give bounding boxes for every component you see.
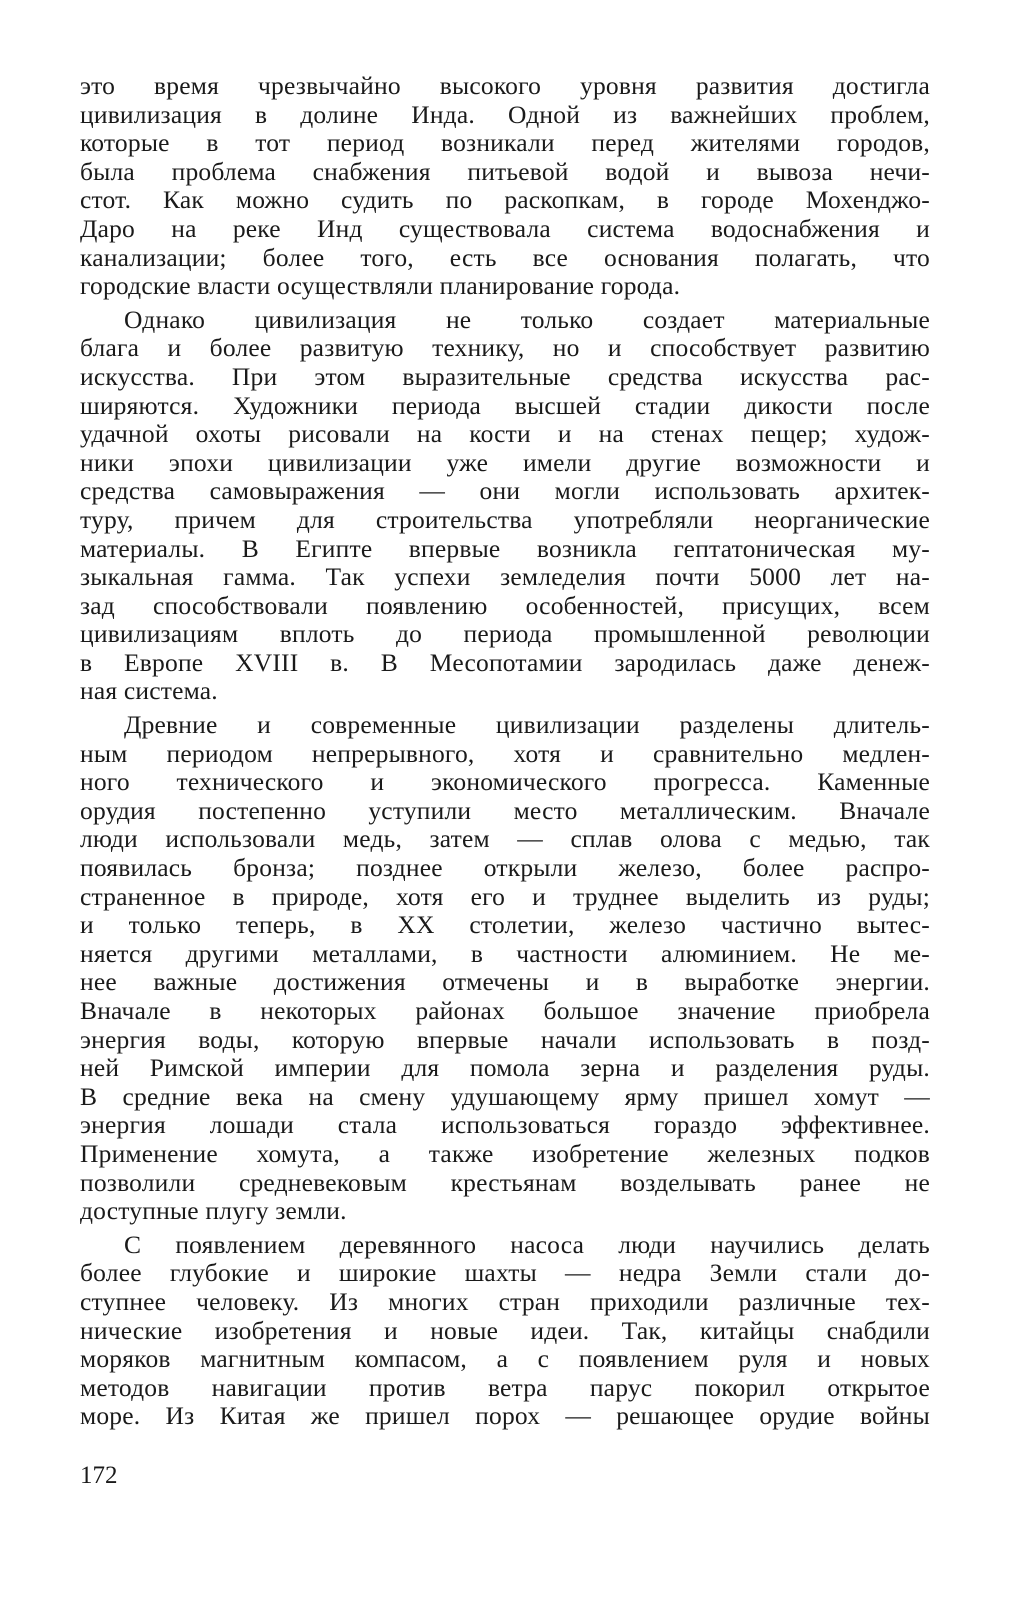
text-line: энергия лошади стала использоваться гораздо эффективнее. [80, 1110, 930, 1140]
paragraph [80, 1231, 930, 1431]
text-line: городские власти осуществляли планирование города. [80, 271, 681, 301]
text-line: Древние и современные цивилизации разделены длитель- [124, 710, 930, 740]
text-line: страненное в природе, хотя его и труднее выделить из руды; [80, 881, 930, 911]
paragraph [80, 306, 930, 706]
text-line: ней Римской империи для помола зерна и разделения руды. [80, 1053, 930, 1083]
text-line: ширяются. Художники периода высшей стадии дикости после [80, 390, 930, 420]
text-line: С появлением деревянного насоса люди научились делать [124, 1229, 930, 1259]
paragraph [80, 711, 930, 1226]
text-line: удачной охоты рисовали на кости и на стенах пещер; худож- [80, 419, 930, 449]
text-line: ным периодом непрерывного, хотя и сравнительно медлен- [80, 738, 930, 768]
text-line: это время чрезвычайно высокого уровня развития достигла [80, 71, 930, 100]
paragraph [80, 72, 930, 301]
text-line: Однако цивилизация не только создает материальные [124, 304, 930, 334]
text-line: методов навигации против ветра парус покорил открытое [80, 1372, 930, 1402]
text-line: нические изобретения и новые идеи. Так, китайцы снабдили [80, 1315, 930, 1345]
text-line: более глубокие и широкие шахты — недра Земли стали до- [80, 1258, 930, 1288]
text-line: нее важные достижения отмечены и в выработке энергии. [80, 967, 930, 997]
page-number: 172 [80, 1462, 118, 1489]
text-line: цивилизация в долине Инда. Одной из важнейших проблем, [80, 99, 930, 129]
text-line: зыкальная гамма. Так успехи земледелия почти 5000 лет на- [80, 562, 930, 592]
text-line: моряков магнитным компасом, а с появлением руля и новых [80, 1344, 930, 1374]
text-line: ступнее человеку. Из многих стран приходили различные тех- [80, 1286, 930, 1316]
text-line: няется другими металлами, в частности алюминием. Не ме- [80, 938, 930, 968]
text-line: блага и более развитую технику, но и способствует развитию [80, 333, 930, 363]
text-line: энергия воды, которую впервые начали использовать в позд- [80, 1024, 930, 1054]
text-line: ного технического и экономического прогресса. Каменные [80, 767, 930, 797]
text-line: В средние века на смену удушающему ярму пришел хомут — [80, 1081, 930, 1111]
text-line: Применение хомута, а также изобретение железных подков [80, 1138, 930, 1168]
body-text [80, 72, 930, 1431]
text-line: Вначале в некоторых районах большое значение приобрела [80, 996, 930, 1025]
text-line: материалы. В Египте впервые возникла гептатоническая му- [80, 533, 930, 563]
text-line: канализации; более того, есть все основания полагать, что [80, 242, 930, 272]
text-line: люди использовали медь, затем — сплав олова с медью, так [80, 824, 930, 854]
text-line: ная система. [80, 676, 218, 706]
text-line: и только теперь, в XX столетии, железо частично вытес- [80, 910, 930, 940]
text-line: была проблема снабжения питьевой водой и вывоза нечи- [80, 156, 930, 186]
text-line: орудия постепенно уступили место металлическим. Вначале [80, 795, 930, 825]
text-line: позволили средневековым крестьянам возделывать ранее не [80, 1167, 930, 1197]
text-line: Даро на реке Инд существовала система водоснабжения и [80, 213, 930, 243]
text-line: цивилизациям вплоть до периода промышленной революции [80, 619, 930, 649]
text-line: море. Из Китая же пришел порох — решающее орудие войны [80, 1401, 930, 1431]
text-line: стот. Как можно судить по раскопкам, в городе Мохенджо- [80, 185, 930, 215]
text-line: средства самовыражения — они могли использовать архитек- [80, 476, 930, 506]
text-line: зад способствовали появлению особенностей, присущих, всем [80, 590, 930, 620]
text-line: туру, причем для строительства употребляли неорганические [80, 504, 930, 534]
book-page [80, 72, 930, 1572]
text-line: искусства. При этом выразительные средства искусства рас- [80, 361, 930, 391]
text-line: ники эпохи цивилизации уже имели другие возможности и [80, 447, 930, 477]
text-line: в Европе XVIII в. В Месопотамии зародилась даже денеж- [80, 647, 930, 677]
text-line: которые в тот период возникали перед жителями городов, [80, 128, 930, 158]
text-line: доступные плугу земли. [80, 1196, 347, 1226]
text-line: появилась бронза; позднее открыли железо, более распро- [80, 853, 930, 883]
